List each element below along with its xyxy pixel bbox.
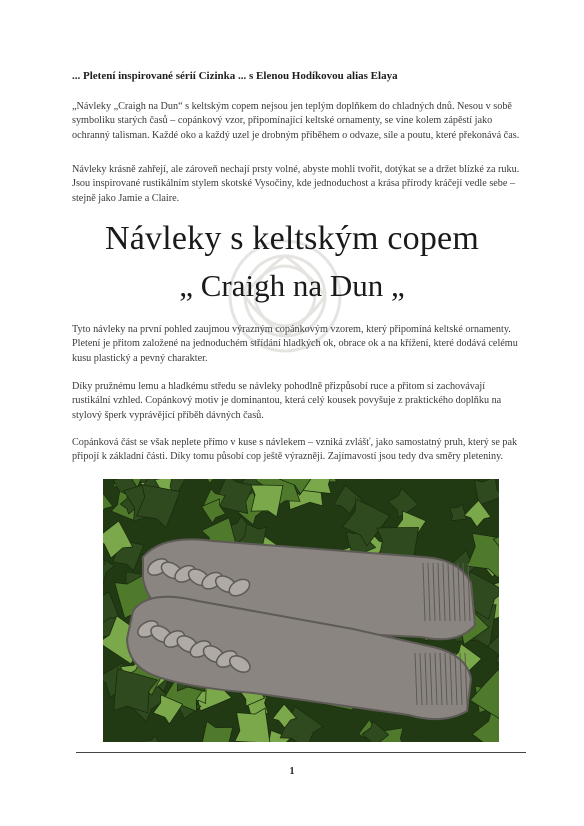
- page-subtitle: „ Craigh na Dun „: [179, 268, 405, 303]
- photo-illustration: [103, 479, 499, 742]
- intro-paragraph-1: „Návleky „Craigh na Dun“ s keltským copem nejsou jen teplým doplňkem do chladných dnů. Nesou v sobě symboliku starých časů – copánkový vzor, připomínající keltské ornamenty, se vine kolem zápěstí jako ochranný talisman. Každé oko a každý uzel je drobným příběhem o odvaze, síle a poutu, které překonává čas.: [72, 101, 520, 141]
- body-paragraph-2: Díky pružnému lemu a hladkému středu se návleky pohodlně přizpůsobí ruce a přitom si zachovávají rustikální vzhled. Copánkový motiv je dominantou, která celý kousek povyšuje z praktického doplňku na stylový šperk vyprávějící příběh dávných časů.: [72, 381, 502, 421]
- intro-paragraph-2: Návleky krásně zahřejí, ale zároveň nechají prsty volné, abyste mohli tvořit, dotýkat se a držet blízké za ruku. Jsou inspirované rustikálním stylem skotské Vysočiny, kde jednoduchost a krása přírody kráčejí vedle sebe – stejně jako Jamie a Claire.: [72, 164, 520, 204]
- series-header: ... Pletení inspirované sérií Cizinka ... s Elenou Hodíkovou alias Elaya: [72, 70, 398, 82]
- page-title: Návleky s keltským copem: [104, 220, 479, 257]
- body-paragraph-1: Tyto návleky na první pohled zaujmou výrazným copánkovým vzorem, který připomíná keltské ornamenty. Pletení je přitom založené na jednoduchém střídání hladkých ok, obrace ok a na křížení, které dodává celému kusu plastický a pevný charakter.: [72, 324, 518, 364]
- wrist-warmers-photo: [103, 479, 499, 742]
- page-number: 1: [289, 766, 295, 777]
- footer-divider: [76, 752, 526, 753]
- body-paragraph-3: Copánková část se však neplete přímo v kuse s návlekem – vzniká zvlášť, jako samostatný pruh, který se pak připojí k základní části. Díky tomu působí cop ještě výrazněji. Zajímavostí jsou tedy dva směry pleteniny.: [72, 437, 518, 463]
